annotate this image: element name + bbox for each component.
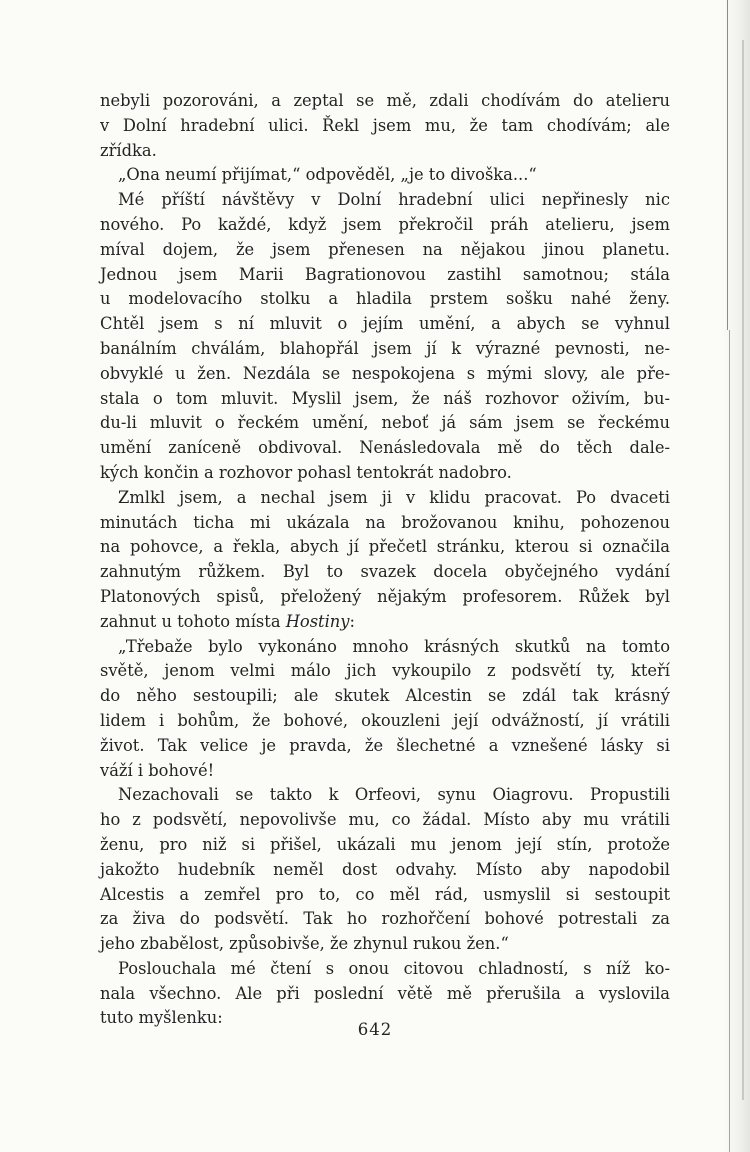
text-line: Mé příští návštěvy v Dolní hradební ulici nepřinesly nic [118,190,670,210]
text-line: v Dolní hradební ulici. Řekl jsem mu, že tam chodívám; ale [100,115,670,135]
text-line: stala o tom mluvit. Myslil jsem, že náš rozhovor oživím, bu- [100,388,670,408]
body-text [100,89,670,1031]
text-line: lidem i bohům, že bohové, okouzleni její odvážností, jí vrátili [100,710,670,730]
text-line: Nezachovali se takto k Orfeovi, synu Oiagrovu. Propustili [118,785,670,805]
text-line: tuto myšlenku: [100,1008,223,1028]
text-line: u modelovacího stolku a hladila prstem sošku nahé ženy. [100,289,670,309]
page-edge-line [742,40,744,1100]
text-line: Jednou jsem Marii Bagrationovou zastihl samotnou; stála [100,264,670,284]
page-edge [722,0,750,1152]
text-line: váží i bohové! [100,760,215,780]
text-line: „Ona neumí přijímat,“ odpověděl, „je to divoška...“ [118,165,537,185]
text-line [100,610,670,635]
text-line: ho z podsvětí, nepovolivše mu, co žádal. Místo aby mu vrátili [100,810,670,830]
text-line: nového. Po každé, když jsem překročil práh atelieru, jsem [100,214,670,234]
text-line: zahnutým růžkem. Byl to svazek docela obyčejného vydání [100,562,670,582]
text-line: „Třebaže bylo vykonáno mnoho krásných skutků na tomto [118,636,670,656]
text-line: nebyli pozorováni, a zeptal se mě, zdali chodívám do atelieru [100,91,670,110]
text-line: Zmlkl jsem, a nechal jsem ji v klidu pracovat. Po dvaceti [118,487,670,507]
text-line: Platonových spisů, přeložený nějakým profesorem. Růžek byl [100,586,670,606]
text-line-prefix: zahnut u tohoto místa Hostiny: [100,611,355,631]
page-edge-line [727,0,728,330]
text-line: du-li mluvit o řeckém umění, neboť já sám jsem se řeckému [100,413,670,433]
text-line: obvyklé u žen. Nezdála se nespokojena s mými slovy, ale pře- [100,363,670,383]
text-line: světě, jenom velmi málo jich vykoupilo z podsvětí ty, kteří [100,661,670,681]
text-line: minutách ticha mi ukázala na brožovanou knihu, pohozenou [100,512,670,532]
text-line: do něho sestoupili; ale skutek Alcestin se zdál tak krásný [100,686,670,706]
text-line: život. Tak velice je pravda, že šlechetné a vznešené lásky si [100,735,670,755]
text-line: Poslouchala mé čtení s onou citovou chladností, s níž ko- [118,958,670,978]
text-line: zřídka. [100,140,157,160]
text-line: za živa do podsvětí. Tak ho rozhořčení bohové potrestali za [100,909,670,929]
page-number: 642 [357,1020,393,1039]
text-line: ženu, pro niž si přišel, ukázali mu jenom její stín, protože [100,834,670,854]
book-title: Hostiny [285,611,350,631]
text-line: jeho zbabělost, způsobivše, že zhynul rukou žen.“ [100,934,509,954]
text-line: nala všechno. Ale při poslední větě mě přerušila a vyslovila [100,983,670,1003]
text-line: jakožto hudebník neměl dost odvahy. Místo aby napodobil [100,859,670,879]
text-line: kých končin a rozhovor pohasl tentokrát nadobro. [100,462,512,482]
text-line: míval dojem, že jsem přenesen na nějakou jinou planetu. [100,239,670,259]
text-line: umění zaníceně obdivoval. Nenásledovala mě do těch dale- [100,438,670,458]
text-line: na pohovce, a řekla, abych jí přečetl stránku, kterou si označila [100,537,670,557]
text-line: banálním chválám, blahopřál jsem jí k výrazné pevnosti, ne- [100,338,670,358]
text-line: Chtěl jsem s ní mluvit o jejím umění, a abych se vyhnul [100,314,670,334]
text-line: Alcestis a zemřel pro to, co měl rád, usmyslil si sestoupit [100,884,670,904]
